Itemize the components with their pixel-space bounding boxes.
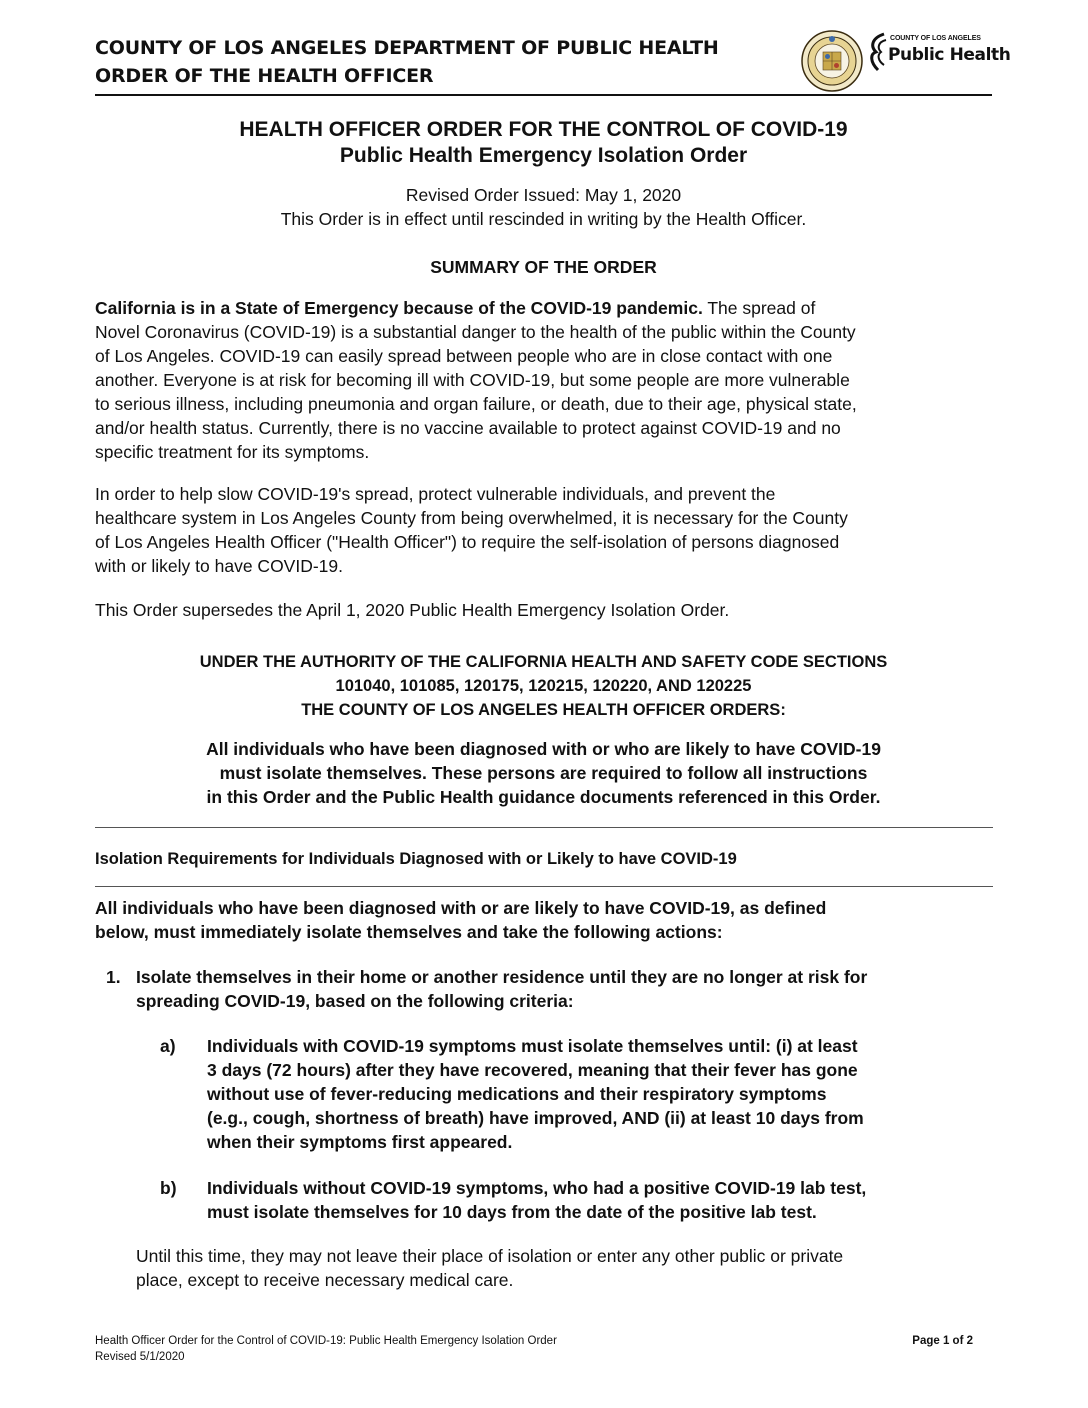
summary-paragraph-1	[95, 296, 995, 464]
authority-block	[95, 650, 992, 722]
paragraph-line: In order to help slow COVID-19's spread, protect vulnerable individuals, and prevent the	[95, 484, 776, 504]
sublist-item-b	[207, 1176, 866, 1224]
paragraph-line: below, must immediately isolate themselves and take the following actions:	[95, 922, 723, 942]
list-item-line: Isolate themselves in their home or another residence until they are no longer at risk for	[136, 967, 868, 987]
header-office: ORDER OF THE HEALTH OFFICER	[95, 65, 434, 87]
all-individuals-line: must isolate themselves. These persons are required to follow all instructions	[219, 763, 868, 783]
sublist-line: 3 days (72 hours) after they have recovered, meaning that their fever has gone	[207, 1060, 858, 1080]
paragraph-line: specific treatment for its symptoms.	[95, 442, 370, 462]
sublist-label-a: a)	[160, 1036, 176, 1056]
paragraph-line	[95, 296, 995, 320]
paragraph-line-rest: The spread of	[702, 298, 816, 318]
sublist-line: (e.g., cough, shortness of breath) have improved, AND (ii) at least 10 days from	[207, 1108, 864, 1128]
list-item-1	[136, 965, 867, 1013]
paragraph-line: of Los Angeles. COVID-19 can easily spread between people who are in close contact with one	[95, 346, 833, 366]
section-divider-bottom	[95, 886, 993, 887]
list-number: 1.	[106, 967, 121, 987]
authority-line: THE COUNTY OF LOS ANGELES HEALTH OFFICER ORDERS:	[301, 701, 786, 719]
authority-line: 101040, 101085, 120175, 120215, 120220, AND 120225	[335, 677, 752, 695]
logo-county-text: COUNTY OF LOS ANGELES	[890, 35, 981, 42]
paragraph-line: Until this time, they may not leave their place of isolation or enter any other public or private	[136, 1246, 844, 1266]
requirements-heading: Isolation Requirements for Individuals Diagnosed with or Likely to have COVID-19	[95, 850, 737, 868]
county-seal-icon	[801, 30, 863, 92]
paragraph-line: of Los Angeles Health Officer ("Health Officer") to require the self-isolation of persons diagnosed	[95, 532, 840, 552]
authority-line: UNDER THE AUTHORITY OF THE CALIFORNIA HEALTH AND SAFETY CODE SECTIONS	[199, 653, 888, 671]
all-individuals-line: in this Order and the Public Health guidance documents referenced in this Order.	[206, 787, 881, 807]
all-individuals-line: All individuals who have been diagnosed with or who are likely to have COVID-19	[206, 739, 881, 759]
all-individuals-block	[95, 737, 992, 809]
paragraph-line: All individuals who have been diagnosed with or are likely to have COVID-19, as defined	[95, 898, 827, 918]
paragraph-line: with or likely to have COVID-19.	[95, 556, 344, 576]
list-item-line: spreading COVID-19, based on the following criteria:	[136, 991, 574, 1011]
footer-document-info	[95, 1333, 557, 1365]
paragraph-line: to serious illness, including pneumonia and organ failure, or death, due to their age, physical state,	[95, 394, 857, 414]
effect-statement: This Order is in effect until rescinded in writing by the Health Officer.	[280, 209, 807, 229]
sublist-line: without use of fever-reducing medications and their respiratory symptoms	[207, 1084, 827, 1104]
sublist-line: when their symptoms first appeared.	[207, 1132, 513, 1152]
sublist-item-a	[207, 1034, 864, 1154]
requirements-intro	[95, 896, 995, 944]
public-health-logo	[866, 32, 1011, 80]
paragraph-line: Novel Coronavirus (COVID-19) is a substantial danger to the health of the public within the County	[95, 322, 856, 342]
summary-heading: SUMMARY OF THE ORDER	[430, 257, 657, 277]
supersedes-paragraph	[95, 598, 995, 622]
sublist-line: Individuals with COVID-19 symptoms must isolate themselves until: (i) at least	[207, 1036, 858, 1056]
section-divider-top	[95, 827, 993, 828]
summary-paragraph-2	[95, 482, 995, 578]
document-header	[95, 34, 719, 90]
order-title: HEALTH OFFICER ORDER FOR THE CONTROL OF COVID-19	[239, 118, 848, 141]
order-subtitle: Public Health Emergency Isolation Order	[339, 144, 748, 167]
sublist-label-b: b)	[160, 1178, 177, 1198]
paragraph-line: healthcare system in Los Angeles County from being overwhelmed, it is necessary for the County	[95, 508, 848, 528]
emergency-statement: California is in a State of Emergency because of the COVID-19 pandemic.	[95, 298, 703, 318]
paragraph-line: place, except to receive necessary medical care.	[136, 1270, 514, 1290]
paragraph-line: and/or health status. Currently, there is no vaccine available to protect against COVID-19 and no	[95, 418, 841, 438]
paragraph-line: This Order supersedes the April 1, 2020 Public Health Emergency Isolation Order.	[95, 600, 730, 620]
header-department: COUNTY OF LOS ANGELES DEPARTMENT OF PUBLIC HEALTH	[95, 37, 719, 59]
logo-public-health-text: Public Health	[888, 45, 1011, 65]
until-paragraph	[136, 1244, 843, 1292]
sublist-line: Individuals without COVID-19 symptoms, who had a positive COVID-19 lab test,	[207, 1178, 867, 1198]
paragraph-line: another. Everyone is at risk for becoming ill with COVID-19, but some people are more vulnerable	[95, 370, 850, 390]
issued-date: Revised Order Issued: May 1, 2020	[405, 185, 682, 205]
page-number: Page 1 of 2	[912, 1335, 973, 1347]
footer-title: Health Officer Order for the Control of COVID-19: Public Health Emergency Isolation Order	[95, 1335, 557, 1347]
footer-revised-date: Revised 5/1/2020	[95, 1351, 185, 1363]
public-health-logo-mark-icon	[866, 32, 890, 72]
header-divider	[95, 94, 992, 96]
sublist-line: must isolate themselves for 10 days from the date of the positive lab test.	[207, 1202, 817, 1222]
